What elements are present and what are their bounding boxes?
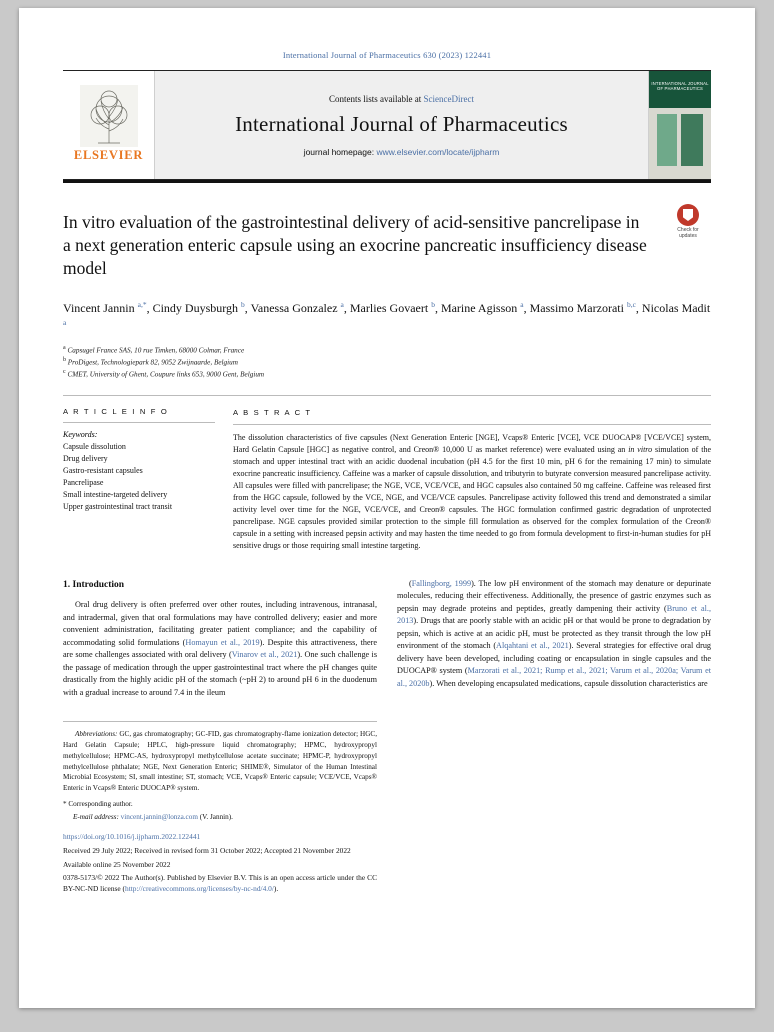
abstract-text: The dissolution characteristics of five capsules (Next Generation Enteric [NGE], Vcaps® Enteric [VCE], VCE DUOCAP® [VCE/VCE] system, Hard Gelatin Capsule [HGC] as negative control, and Creon® 10,000 U as market reference) were evaluated using an in vitro simulation of the stomach and upper intestinal tract with an acidic duodenal incubation (pH 4.5 for the first 10 min, pH 6 for the remaining 17 min) to simulate exocrine pancreatic insufficiency. Caffeine was a marker of capsule dissolution, and tributyrin to butyrate conversion measured pancrelipase activity. All capsules were filled with pancrelipase; the NGE, VCE, VCE/VCE, and HGC capsules also contained 50 mg caffeine. Caffeine was released first from the HGC capsule, followed by the VCE, NGE, and VCE/VCE capsules. Pancrelipase activity followed this trend and demonstrated a similar activity level over time for the NGE, VCE/VCE, and Creon® capsules. The HGC formulation confirmed gastric degradation of unprotected pancrelipase. NGE capsules provided similar protection to the simple fill formulation as observed for the complex formulation of the Creon® capsule in a setting with increased pepsin activity and may hasten the time needed to go from formula development to first-in-human studies for pH sensitive drugs or those requiring small intestine targeting. (233, 433, 711, 551)
journal-title: International Journal of Pharmaceutics (235, 111, 568, 136)
journal-masthead (63, 70, 711, 180)
history-available: Available online 25 November 2022 (63, 859, 171, 869)
crossmark-line2: updates (679, 232, 697, 239)
affiliation-line: $^c$ CMET, University of Ghent, Coupure links 653, 9000 Gent, Belgium (63, 369, 265, 379)
affiliations (63, 344, 711, 381)
crossmark-badge[interactable] (665, 204, 711, 240)
article-info-heading: A R T I C L E I N F O (63, 406, 169, 416)
contents-prefix: Contents lists available at (329, 93, 422, 104)
citation-link[interactable]: Homayun et al., 2019 (185, 637, 260, 647)
article-info-rule (63, 422, 215, 423)
intro-paragraph-left: Oral drug delivery is often preferred over other routes, including intravenous, intranasal, and intradermal, given that oral formulations may have controlled delivery; easier and more convenient administration, facilitating greater patient compliance; and the capability of accommodating solid formulations (Homayun et al., 2019). Despite this attractiveness, there are some challenges associated with oral delivery (Vinarov et al., 2021). One such challenge is the passage of medication through the upper gastrointestinal tract where the pH changes quite drastically from the highly acidic pH of the stomach (~pH 2) to around pH 6 in the duodenum with a gradual increase to around 7.4 in the ileum (63, 600, 377, 697)
email-suffix: (V. Jannin). (199, 812, 233, 821)
cover-title-text: INTERNATIONAL JOURNAL OF PHARMACEUTICS (649, 71, 711, 108)
copyright-suffix: ). (273, 884, 279, 894)
citation-link[interactable]: Alqahtani et al., 2021 (496, 641, 569, 651)
keyword-item: Drug delivery (63, 453, 108, 463)
license-link[interactable]: http://creativecommons.org/licenses/by-nc-nd/4.0/ (125, 884, 274, 894)
body-columns (63, 578, 711, 699)
section-heading-introduction: 1. Introduction (63, 580, 125, 591)
keywords-label: Keywords: (63, 429, 98, 439)
article-info-block (63, 407, 233, 552)
citation-link[interactable]: Marzorati et al., 2021; Rump et al., 2021; Varum et al., 2020a; Varum et al., 2020b (397, 666, 711, 688)
doi-line[interactable] (63, 831, 377, 842)
history-received: Received 29 July 2022; Received in revised form 31 October 2022; Accepted 21 November 2022 (63, 845, 351, 855)
keyword-item: Gastro-resistant capsules (63, 465, 143, 475)
doi-link[interactable]: https://doi.org/10.1016/j.ijpharm.2022.122441 (63, 831, 201, 841)
keyword-item: Pancrelipase (63, 477, 104, 487)
elsevier-tree-icon (80, 85, 138, 147)
intro-paragraph-right: (Fallingborg, 1999). The low pH environment of the stomach may denature or depurinate molecules, reducing their effectiveness. Additionally, the presence of gastric enzymes such as pepsin may degrade proteins and peptides, greatly dampening their activity (Bruno et al., 2013). Drugs that are poorly stable with an acidic pH or that would be prone to degradation by pepsin, which is active at an acidic pH, must be protected as they transit through the low pH environment of the stomach (Alqahtani et al., 2021). Several strategies for effective oral drug delivery have been developed, including coating or encapsulation in single capsules and the DUOCAP® system (Marzorati et al., 2021; Rump et al., 2021; Varum et al., 2020a; Varum et al., 2020b). When developing encapsulated medications, capsule dissolution characteristics are (397, 579, 712, 688)
column-left (63, 578, 377, 699)
author-list: Vincent Jannin $^{a,*}$, Cindy Duysburgh $^b$, Vanessa Gonzalez $^a$, Marlies Govaert $^b$, Marine Agisson $^a$, Massimo Marzorati $^{b,c}$, Nicolas Madit $^a$ (63, 300, 711, 327)
affiliation-line: $^b$ ProDigest, Technologiepark 82, 9052 Zwijnaarde, Belgium (63, 357, 238, 367)
cover-bar-right (681, 114, 703, 166)
sciencedirect-link[interactable]: ScienceDirect (423, 93, 474, 104)
page-title: In vitro evaluation of the gastrointestinal delivery of acid-sensitive pancrelipase in a next generation enteric capsule using an exocrine pancreatic insufficiency disease model (63, 212, 647, 279)
running-head: International Journal of Pharmaceutics 630 (2023) 122441 (282, 50, 492, 60)
abstract-rule (233, 424, 711, 425)
homepage-prefix: journal homepage: (303, 146, 375, 157)
affil-rule (63, 395, 711, 396)
elsevier-wordmark: ELSEVIER (73, 148, 144, 162)
corresponding-author-note: * Corresponding author. (63, 799, 133, 808)
journal-article-page (19, 8, 755, 1008)
keyword-item: Capsule dissolution (63, 441, 126, 451)
abstract-block (233, 407, 711, 552)
masthead-rule (63, 180, 711, 183)
contents-available-line (329, 94, 474, 104)
footnote-block (63, 721, 377, 894)
keywords-list (63, 441, 215, 513)
copyright-prefix: 0378-5173/© 2022 The Author(s). Published by Elsevier B.V. This is an open access article under the CC BY-NC-ND license ( (63, 872, 377, 894)
citation-link[interactable]: Fallingborg, 1999 (411, 579, 472, 589)
cover-bar-left (657, 114, 677, 166)
citation-link[interactable]: Vinarov et al., 2021 (231, 650, 298, 660)
copyright-line (63, 872, 377, 894)
citation-link[interactable]: Bruno et al., 2013 (397, 603, 711, 626)
keyword-item: Upper gastrointestinal tract transit (63, 501, 173, 511)
abstract-heading: A B S T R A C T (233, 407, 312, 417)
journal-homepage-link[interactable]: www.elsevier.com/locate/ijpharm (376, 146, 500, 157)
email-note (63, 812, 377, 823)
email-label: E-mail address: (73, 812, 119, 821)
crossmark-line1: Check for (677, 227, 699, 233)
keyword-item: Small intestine-targeted delivery (63, 489, 168, 499)
elsevier-logo (63, 71, 155, 179)
email-link[interactable]: vincent.jannin@lonza.com (120, 812, 198, 821)
journal-cover-thumbnail (648, 71, 711, 179)
journal-header (155, 71, 648, 179)
affiliation-line: $^a$ Capsugel France SAS, 10 rue Timken, 68000 Colmar, France (63, 345, 245, 355)
info-abstract-row (63, 407, 711, 552)
crossmark-icon (677, 204, 699, 226)
journal-homepage-line (304, 147, 500, 157)
abbreviations-note: Abbreviations: GC, gas chromatography; GC-FID, gas chromatography-flame ionization detector; HGC, Hard Gelatin Capsule; HPLC, high-pressure liquid chromatography; HPMC, hydroxypropyl methylcellulose; HPMC-AS, hydroxypropyl methylcellulose acetate succinate; HPMC-P, hydroxypropyl methylcellulose phthalate; NGE, Next Generation Enteric; SHIME®, Simulator of the Human Intestinal Microbial Ecosystem; SI, small intestine; ST, stomach; VCE, Vcaps® Enteric capsule; VCE/VCE, Vcaps® Enteric in Vcaps® Enteric DUOCAP® system. (63, 730, 377, 793)
column-right (397, 578, 711, 699)
